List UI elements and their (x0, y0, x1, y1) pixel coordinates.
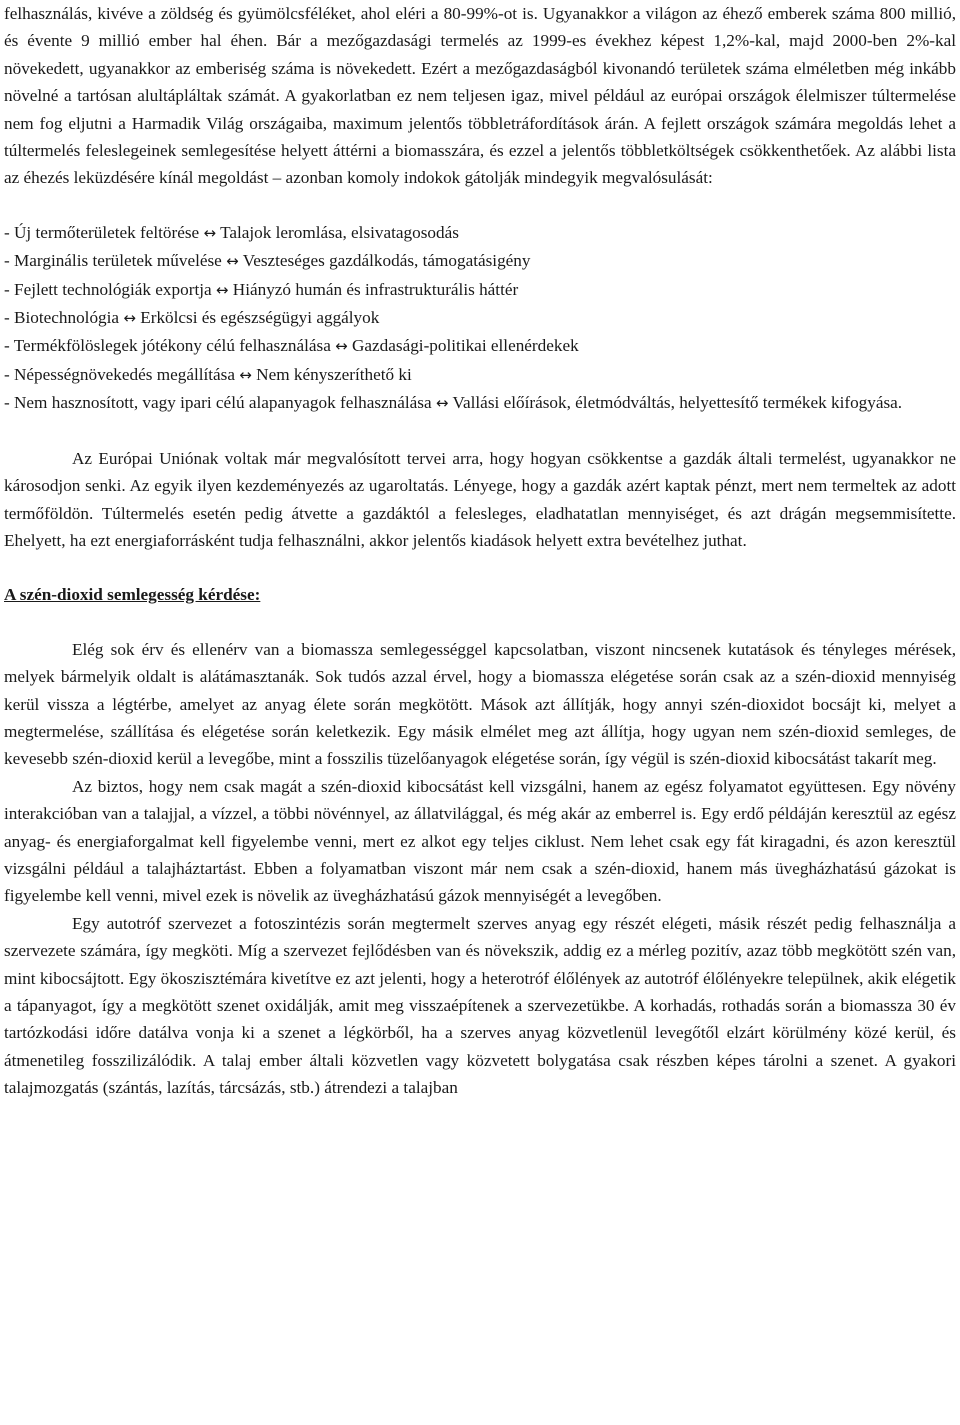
left-right-arrow-icon: ↔ (215, 280, 229, 299)
left-right-arrow-icon: ↔ (335, 337, 348, 356)
list-item-left: - Marginális területek művelése (4, 251, 222, 271)
list-item (4, 219, 956, 247)
list-item-right: Gazdasági-politikai ellenérdekek (352, 336, 579, 356)
list-item-left: - Fejlett technológiák exportja (4, 279, 212, 299)
list-item-left: - Új termőterületek feltörése (4, 222, 200, 242)
list-item-right: Hiányzó humán és infrastrukturális háttér (232, 279, 519, 299)
list-item (4, 332, 956, 360)
left-right-arrow-icon: ↔ (435, 394, 449, 413)
left-right-arrow-icon: ↔ (239, 365, 252, 384)
left-right-arrow-icon: ↔ (123, 309, 136, 328)
paragraph-eu: Az Európai Uniónak voltak már megvalósított tervei arra, hogy hogyan csökkentse a gazdák általi termelést, ugyanakkor ne károsodjon senki. Az egyik ilyen kezdeményezés az ugaroltatás. Lényege, hogy a gazdák azért kaptak pénzt, mert nem termeltek az adott termőföldön. Túltermelés esetén pedig átvette a gazdáktól a felesleges, eladhatatlan mennyiséget, és azt drágán megsemmisítette. Ehelyett, ha ezt energiaforrásként tudja felhasználni, akkor jelentős kiadások helyett extra bevételhez juthat. (4, 448, 956, 550)
paragraph-section-3: Egy autotróf szervezet a fotoszintézis során megtermelt szerves anyag egy részét elégeti, másik részét pedig felhasználja a szervezete számára, így megköti. Míg a szervezet fejlődésben van és növekszik, addig ez a mérleg pozitív, azaz több megkötött szén van, mint kibocsájtott. Egy ökoszisztémára kivetítve ez azt jelenti, hogy a heterotróf élőlények az autotróf élőlényekre települnek, akik elégetik a tápanyagot, így a megkötött szenet oxidálják, amit meg visszaépítenek a szervezetükbe. A korhadás, rothadás során a biomassza 30 év tartózkodási időre datálva vonja ki a szenet a légkörből, ha a szerves anyag közvetlenül levegőtől elzárt körülmény közé kerül, és átmenetileg fosszilizálódik. A talaj ember általi közvetlen vagy közvetett bolygatása csak részben képes tárolni a szenet. A gyakori talajmozgatás (szántás, lazítás, tárcsázás, stb.) átrendezi a talajban (4, 913, 956, 1098)
document-page (4, 0, 956, 1102)
paragraph-intro: felhasználás, kivéve a zöldség és gyümölcsféléket, ahol eléri a 80-99%-ot is. Ugyanakkor a világon az éhező emberek száma 800 millió, és évente 9 millió ember hal éhen. Bár a mezőgazdasági termelés az 1999-es évekhez képest 1,2%-kal, majd 2000-ben 2%-kal növekedett, ugyanakkor az emberiség száma is növekedett. Ezért a mezőgazdaságból kivonandó területek száma elméletben még inkább növelné a tartósan alultápláltak számát. A gyakorlatban ez nem teljesen igaz, mivel például az európai országok élelmiszer túltermelése nem fog eljutni a Harmadik Világ országaiba, maximum jelentős többletráfordítások árán. A fejlett országok számára megoldás lehet a túltermelés feleslegeinek semlegesítése helyett áttérni a biomasszára, és ezzel a jelentős többletköltségek csökkenthetőek. Az alábbi lista az éhezés leküzdésére kínál megoldást – azonban komoly indokok gátolják mindegyik megvalósulását: (4, 4, 956, 188)
list-item (4, 276, 956, 304)
list-item-left: - Biotechnológia (4, 308, 120, 328)
list-item-right: Veszteséges gazdálkodás, támogatásigény (242, 251, 531, 271)
list-item-right: Erkölcsi és egészségügyi aggályok (140, 308, 380, 328)
section-heading: A szén-dioxid semlegesség kérdése: (4, 585, 261, 605)
paragraph-section-2: Az biztos, hogy nem csak magát a szén-dioxid kibocsátást kell vizsgálni, hanem az egész folyamatot együttesen. Egy növény interakcióban van a talajjal, a vízzel, a többi növénnyel, az állatvilággal, és még akár az emberrel is. Egy erdő példáján keresztül az egész anyag- és energiaforgalmat kell figyelembe venni, mert ez alkot egy teljes ciklust. Nem lehet csak egy fát kiragadni, és azon keresztül vizsgálni például a talajháztartást. Ebben a folyamatban viszont már nem csak a szén-dioxid, hanem más üvegházhatású gázokat is figyelembe kell venni, mivel ezek is növelik az üvegházhatású gázok mennyiségét a levegőben. (4, 776, 956, 906)
left-right-arrow-icon: ↔ (226, 252, 239, 271)
list-item (4, 389, 956, 417)
list-item-left: - Népességnövekedés megállítása (4, 364, 235, 384)
list-item-right: Talajok leromlása, elsivatagosodás (220, 222, 459, 242)
list-item-right: Nem kényszeríthető ki (256, 364, 412, 384)
list-item-left: - Termékfölöslegek jótékony célú felhasználása (4, 336, 331, 356)
list-item (4, 361, 956, 389)
list-item-right: Vallási előírások, életmódváltás, helyettesítő termékek kifogyása. (452, 393, 903, 413)
list-item (4, 304, 956, 332)
left-right-arrow-icon: ↔ (203, 223, 217, 242)
paragraph-section-1: Elég sok érv és ellenérv van a biomassza semlegességgel kapcsolatban, viszont nincsenek kutatások és tényleges mérések, melyek bármelyik oldalt is alátámasztanák. Sok tudós azzal érvel, hogy a biomassza elégetése során csak az a szén-dioxid mennyiség kerül vissza a légtérbe, amelyet az anyag élete során megkötött. Mások azt állítják, hogy annyi szén-dioxidot bocsájt ki, melyet a megtermelése, szállítása és elégetése során keletkezik. Egy másik elmélet meg azt állítja, hogy ugyan nem szén-dioxid semleges, de kevesebb szén-dioxid kerül a levegőbe, mint a fosszilis tüzelőanyagok elégetése során, így végül is szén-dioxid kibocsátást takarít meg. (4, 639, 956, 769)
list-item (4, 247, 956, 275)
solutions-list (4, 219, 956, 418)
list-item-left: - Nem hasznosított, vagy ipari célú alapanyagok felhasználása (4, 393, 432, 413)
